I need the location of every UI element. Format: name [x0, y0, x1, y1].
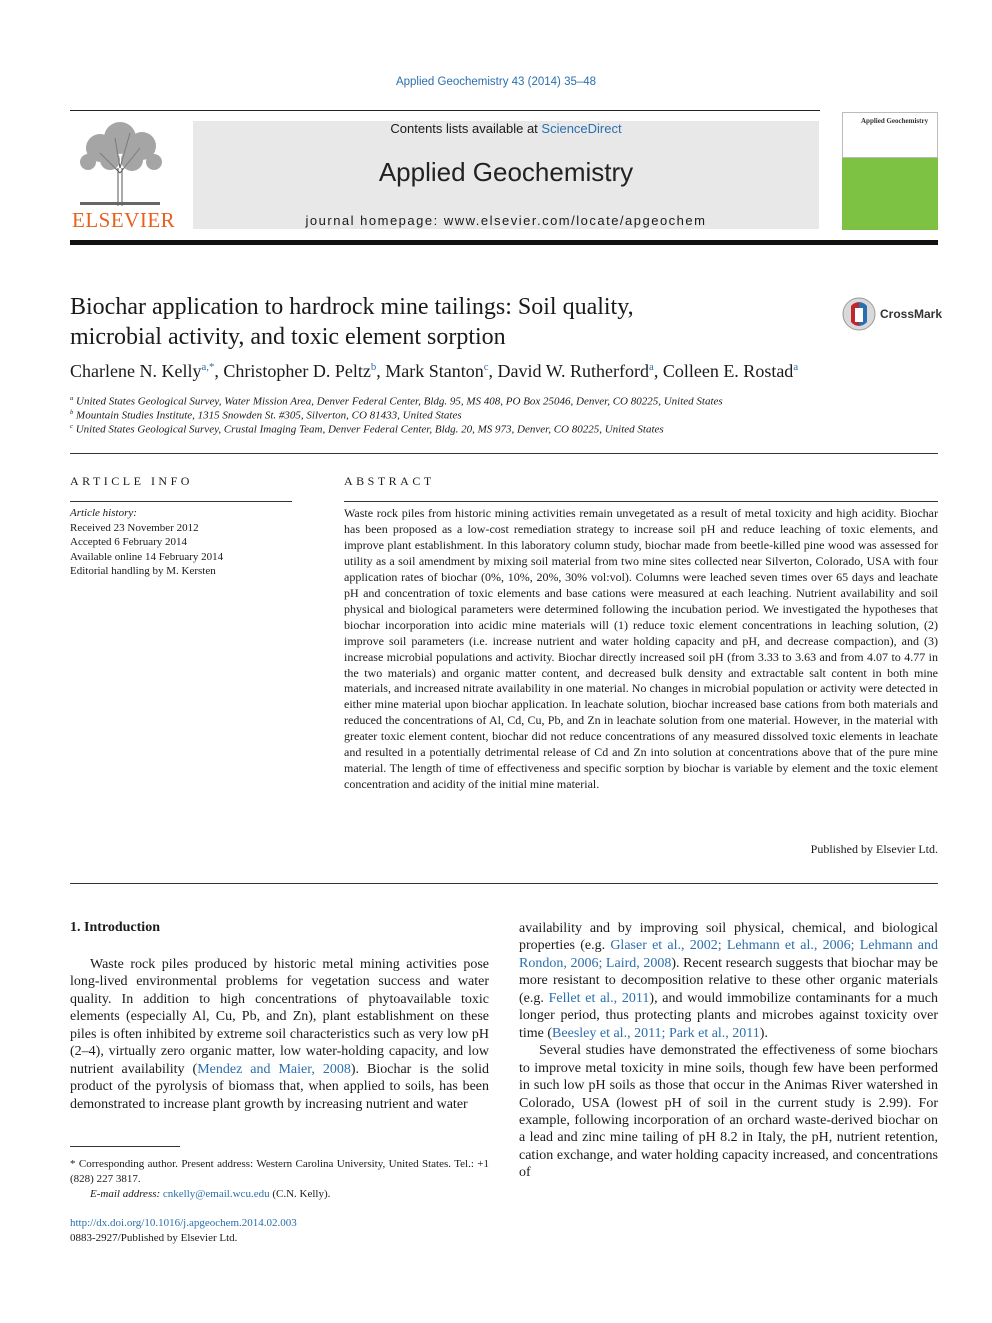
body-text: ). Biochar is the solid product of the pyrolysis of biomass that, when applied to soils, has been demonstrated to increase plant growth by increasing nutrient and water: [70, 1061, 490, 1112]
author-affil-mark[interactable]: c: [483, 361, 489, 373]
article-info-heading: ARTICLE INFO: [70, 474, 193, 488]
author-list: Charlene N. Kelly$^{a,*}$, Christopher D. Peltz$^b$, Mark Stanton$^c$, David W. Rutherford$^a$, Colleen E. Rostad$^a$: [70, 361, 799, 381]
email-suffix: (C.N. Kelly).: [269, 1188, 331, 1200]
body-text: ). Recent research suggests that biochar may be more resistant to decomposition relative to these other organic materials (e.g.: [519, 955, 938, 1006]
author-name[interactable]: Colleen E. Rostad: [662, 361, 794, 381]
article-info-rule: [70, 501, 292, 502]
email-label: E-mail address:: [90, 1188, 163, 1200]
sciencedirect-link[interactable]: ScienceDirect: [541, 121, 622, 136]
cover-top: [842, 112, 938, 158]
journal-citation[interactable]: Applied Geochemistry 43 (2014) 35–48: [395, 76, 597, 88]
author-name[interactable]: Mark Stanton: [385, 361, 484, 381]
author-name[interactable]: Charlene N. Kelly: [70, 361, 202, 381]
abstract-rule: [344, 501, 938, 502]
citation-link[interactable]: Glaser et al., 2002; Lehmann et al., 2006; Lehmann and Rondon, 2006; Laird, 2008: [519, 938, 939, 971]
crossmark-badge[interactable]: [842, 296, 942, 332]
author-affil-mark[interactable]: b: [370, 361, 377, 373]
elsevier-wordmark: ELSEVIER: [72, 208, 176, 232]
affiliation-text: United States Geological Survey, Crustal Imaging Team, Denver Federal Center, Bldg. 20, MS 973, Denver, CO 80225, United States: [75, 423, 664, 436]
body-text: ), and would immobilize contaminants for a much longer period, thus protecting plants and microbes against toxicity over time (: [519, 990, 938, 1041]
affiliation-text: United States Geological Survey, Water Mission Area, Denver Federal Center, Bldg. 95, MS 408, PO Box 25046, Denver, CO 80225, United States: [76, 395, 723, 408]
issn-line: 0883-2927/Published by Elsevier Ltd.: [70, 1232, 238, 1244]
cover-title: Applied Geochemistry: [861, 117, 929, 125]
email-link[interactable]: cnkelly@email.wcu.edu: [162, 1188, 270, 1200]
abstract-text: Waste rock piles from historic mining activities remain unvegetated as a result of metal toxicity and high acidity. Biochar has been proposed as a low-cost remediation strategy to increase soil pH and reduce leaching of toxic elements, and improve plant establishment. In this laboratory column study, biochar made from beetle-killed pine wood was assessed for utility as a soil amendment by mixing soil material from two mine sites collected near Silverton, Colorado, USA with four application rates of biochar (0%, 10%, 20%, 30% vol:vol). Columns were leached seven times over 65 days and leachate pH and concentration of toxic elements and base cations were measured at each leaching. Nutrient availability and soil physical and biological parameters were determined following the incubation period. We investigated the hypotheses that biochar incorporation into acidic mine materials will (1) reduce toxic element concentrations in leaching solution, (2) improve soil parameters (i.e. increase nutrient and water holding capacity and pH, and decrease compaction), and (3) increase microbial populations and activity. Biochar directly increased soil pH (from 3.33 to 3.63 and from 4.07 to 4.77 in the two materials) and organic matter content, and decreased bulk density and extractable salt content in both mine materials, and increased nitrate availability in one material. No changes in microbial population or activity were detected in either mine material upon biochar application. In leachate solution, biochar increased base cations from both materials and reduced the concentrations of Al, Cd, Cu, Pb, and Zn in leachate solution from one material. However, in the material with greater toxic element content, biochar did not reduce concentrations of any measured dissolved toxic elements in leachate and resulted in a potentially detrimental release of Cd and Zn into solution at concentrations above that of the pure mine material. The length of time of effectiveness and specific sorption by biochar is variable by element and the toxic element concentration and acidity of the initial mine material.: [344, 506, 938, 792]
doi-block: [70, 1216, 297, 1246]
history-label: Article history:: [70, 507, 137, 519]
history-item: Editorial handling by M. Kersten: [70, 565, 216, 577]
body-text: Waste rock piles produced by historic metal mining activities pose long-lived environmental problems for vegetation success and water quality. In addition to high concentrations of phytoavailable toxic elements (especially Al, Cu, Pb, and Zn), plant establishment on these piles is often inhibited by extreme soil characteristics such as very low pH (2–4), virtually zero organic matter, low water-holding capacity, and low nutrient availability (: [70, 957, 489, 1077]
author-name[interactable]: Christopher D. Peltz: [223, 361, 371, 381]
affiliation-mark: a: [70, 395, 74, 402]
affiliation-mark: c: [70, 423, 73, 430]
header-thick-rule: [70, 240, 938, 245]
crossmark-label: CrossMark: [880, 307, 943, 321]
journal-homepage[interactable]: journal homepage: www.elsevier.com/locate/apgeochem: [305, 213, 707, 228]
author-affil-mark[interactable]: a: [649, 361, 654, 373]
section-heading: 1. Introduction: [70, 920, 160, 935]
history-item: Accepted 6 February 2014: [70, 536, 187, 548]
contents-prefix: Contents lists available at: [390, 121, 542, 136]
author-affil-mark[interactable]: a: [793, 361, 799, 373]
body-paragraph: [70, 956, 489, 1113]
elsevier-tree-logo: [70, 118, 170, 208]
affiliation-text: Mountain Studies Institute, 1315 Snowden St. #305, Silverton, CO 81433, United States: [76, 409, 462, 422]
article-history: [70, 506, 292, 579]
article-title: [70, 292, 790, 352]
body-text: availability and by improving soil physical, chemical, and biological properties (e.g.: [519, 921, 938, 954]
crossmark-icon: [842, 296, 876, 332]
published-by: Published by Elsevier Ltd.: [810, 842, 938, 856]
affiliation: [70, 409, 462, 422]
contents-line: [193, 121, 819, 136]
body-column-2: [519, 920, 938, 1182]
footnote-rule: [70, 1146, 180, 1147]
abstract-heading: ABSTRACT: [344, 474, 435, 488]
affiliation: [70, 395, 723, 408]
doi-link[interactable]: http://dx.doi.org/10.1016/j.apgeochem.2014.02.003: [70, 1217, 297, 1229]
affiliation: [70, 423, 664, 436]
journal-name: Applied Geochemistry: [378, 157, 634, 187]
author-name[interactable]: David W. Rutherford: [497, 361, 650, 381]
section-rule: [70, 453, 938, 454]
author-affil-mark[interactable]: a,*: [201, 361, 215, 373]
corresponding-footnote: * Corresponding author. Present address: Western Carolina University, United States. Tel.: +1 (828) 227 3817.: [70, 1158, 489, 1185]
section-rule: [70, 883, 938, 884]
title-line-2: microbial activity, and toxic element sorption: [70, 324, 506, 350]
citation-link[interactable]: Beesley et al., 2011; Park et al., 2011: [552, 1025, 760, 1041]
citation-link[interactable]: Mendez and Maier, 2008: [197, 1061, 351, 1077]
body-paragraph: [519, 920, 938, 1042]
journal-cover-thumbnail[interactable]: [842, 112, 938, 230]
citation-link[interactable]: Fellet et al., 2011: [548, 990, 650, 1006]
email-footnote: [70, 1187, 489, 1202]
history-item: Received 23 November 2012: [70, 521, 199, 534]
history-item: Available online 14 February 2014: [70, 550, 224, 563]
body-text: ).: [759, 1025, 768, 1041]
title-line-1: Biochar application to hardrock mine tailings: Soil quality,: [70, 294, 634, 320]
body-paragraph: Several studies have demonstrated the effectiveness of some biochars to improve metal toxicity in mine soils, though few have been performed in such low pH soils as those that occur in the Animas River watershed in Colorado, USA (lowest pH of soil in the current study is 2.99). For example, following incorporation of an orchard waste-derived biochar on a lead and zinc mine tailing of pH 8.2 in Italy, the pH, nutrient retention, cation exchange, and water holding capacity increased, and concentrations of: [519, 1043, 938, 1181]
affiliation-mark: b: [70, 409, 74, 416]
header-rule: [70, 110, 820, 111]
